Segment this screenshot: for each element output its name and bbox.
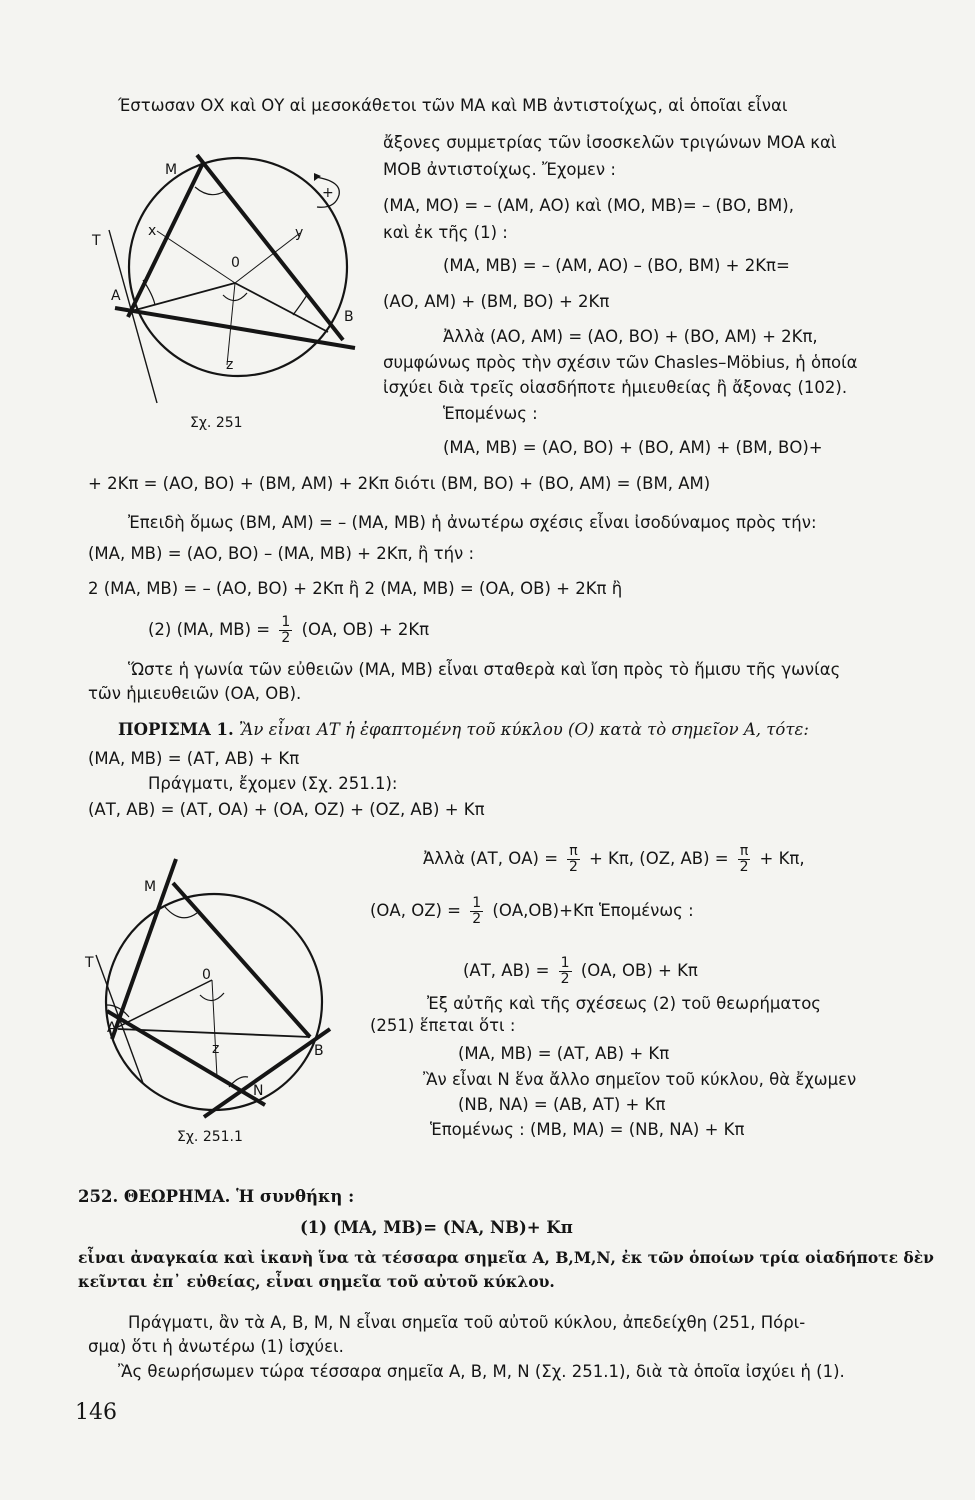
fig1-label-o: 0 [231, 255, 240, 271]
text-line-15: (ΜΑ, ΜΒ) = (ΑΟ, ΒΟ) – (ΜΑ, ΜΒ) + 2Κπ, ἢ τήν : [88, 544, 475, 563]
text-line-29: (ΜΑ, ΜΒ) = (ΑΤ, ΑΒ) + Κπ [458, 1044, 670, 1063]
text-line-32: Ἑπομένως : (ΜΒ, ΜΑ) = (ΝΒ, ΝΑ) + Κπ [430, 1120, 745, 1139]
text-line-7: (ΑΟ, ΑΜ) + (ΒΜ, ΒΟ) + 2Κπ [383, 292, 610, 311]
text-line-24 [423, 844, 805, 875]
corollary-statement: Ἂν εἶναι ΑΤ ἡ ἐφαπτομένη τοῦ κύκλου (Ο) κατὰ τὸ σημεῖον Α, τότε: [239, 720, 809, 739]
text-line-16: 2 (ΜΑ, ΜΒ) = – (ΑΟ, ΒΟ) + 2Κπ ἢ 2 (ΜΑ, ΜΒ) = (ΟΑ, ΟΒ) + 2Κπ ἢ [88, 579, 623, 598]
text-line-31: (ΝΒ, ΝΑ) = (ΑΒ, ΑΤ) + Κπ [458, 1095, 666, 1114]
text-line-24b: + Κπ, (ΟΖ, ΑΒ) = [588, 849, 729, 868]
text-line-4: (ΜΑ, ΜΟ) = – (ΑΜ, ΑΟ) καὶ (ΜΟ, ΜΒ)= – (ΒΟ, ΒΜ), [383, 196, 794, 215]
figure-251-1 [85, 855, 355, 1155]
text-line-38: σμα) ὅτι ἡ ἀνωτέρω (1) ἰσχύει. [88, 1337, 344, 1356]
text-line-26 [463, 956, 698, 987]
text-line-12: (ΜΑ, ΜΒ) = (ΑΟ, ΒΟ) + (ΒΟ, ΑΜ) + (ΒΜ, ΒΟ)+ [443, 438, 823, 457]
text-line-23: (ΑΤ, ΑΒ) = (ΑΤ, ΟΑ) + (ΟΑ, ΟΖ) + (ΟΖ, ΑΒ) + Κπ [88, 800, 485, 819]
text-line-3: ΜΟΒ ἀντιστοίχως. Ἔχομεν : [383, 160, 616, 179]
text-line-9: συμφώνως πρὸς τὴν σχέσιν τῶν Chasles–Möbius, ἡ ὁποία [383, 353, 858, 372]
fig1-label-m: M [165, 162, 178, 178]
theorem-statement-2: κεῖνται ἐπ᾿ εὐθείας, εἶναι σημεῖα τοῦ αὐτοῦ κύκλου. [78, 1272, 555, 1291]
text-line-25b: (ΟΑ,ΟΒ)+Κπ Ἑπομένως : [492, 901, 694, 920]
fig1-label-x: x [148, 223, 157, 239]
text-line-17 [148, 615, 429, 646]
text-line-25 [370, 896, 694, 927]
fig2-label-o: 0 [202, 967, 211, 983]
corollary-heading [118, 720, 809, 740]
text-line-10: ἰσχύει διὰ τρεῖς οἱασδήποτε ἡμιευθείας ἢ ἄξονας (102). [383, 378, 848, 397]
text-line-24c: + Κπ, [759, 849, 805, 868]
theorem-statement-1: εἶναι ἀναγκαία καὶ ἱκανὴ ἵνα τὰ τέσσαρα σημεῖα Α, Β,Μ,Ν, ἐκ τῶν ὁποίων τρία οἱαδήποτε δὲν [78, 1248, 934, 1267]
fig2-label-t: T [85, 955, 94, 971]
fig1-label-a: A [111, 288, 121, 304]
fraction-half-2: $\frac{1}{2}$ [472, 895, 482, 927]
theorem-condition: (1) (ΜΑ, ΜΒ)= (ΝΑ, ΝΒ)+ Κπ [300, 1218, 573, 1237]
text-line-24a: Ἀλλὰ (ΑΤ, ΟΑ) = [423, 849, 559, 868]
text-line-18: Ὥστε ἡ γωνία τῶν εὐθειῶν (ΜΑ, ΜΒ) εἶναι σταθερὰ καὶ ἴση πρὸς τὸ ἥμισυ τῆς γωνίας [128, 660, 841, 679]
fig1-label-y: y [295, 225, 304, 241]
fig1-caption: Σχ. 251 [190, 415, 243, 431]
fraction-half: $\frac{1}{2}$ [281, 614, 291, 646]
text-line-26b: (ΟΑ, ΟΒ) + Κπ [580, 961, 698, 980]
fraction-half-3: $\frac{1}{2}$ [560, 955, 570, 987]
text-line-28: (251) ἕπεται ὅτι : [370, 1016, 516, 1035]
corollary-title: ΠΟΡΙΣΜΑ 1. [118, 720, 234, 739]
text-line-26a: (ΑΤ, ΑΒ) = [463, 961, 550, 980]
text-line-6: (ΜΑ, ΜΒ) = – (ΑΜ, ΑΟ) – (ΒΟ, ΒΜ) + 2Κπ= [443, 256, 790, 275]
text-line-30: Ἂν εἶναι Ν ἕνα ἄλλο σημεῖον τοῦ κύκλου, θὰ ἔχωμεν [423, 1070, 857, 1089]
text-line-37: Πράγματι, ἂν τὰ Α, Β, Μ, Ν εἶναι σημεῖα τοῦ αὐτοῦ κύκλου, ἀπεδείχθη (251, Πόρι- [128, 1313, 806, 1332]
fig2-label-b: B [314, 1043, 324, 1059]
fig2-caption: Σχ. 251.1 [177, 1129, 243, 1145]
page-number: 146 [75, 1400, 117, 1425]
text-line-39: Ἂς θεωρήσωμεν τώρα τέσσαρα σημεῖα Α, Β, Μ, Ν (Σχ. 251.1), διὰ τὰ ὁποῖα ἰσχύει ἡ (1). [118, 1362, 845, 1381]
figure-251 [92, 145, 365, 445]
text-line-5: καὶ ἐκ τῆς (1) : [383, 223, 508, 242]
text-line-2: ἄξονες συμμετρίας τῶν ἰσοσκελῶν τριγώνων ΜΟΑ καὶ [383, 133, 837, 152]
text-line-11: Ἑπομένως : [443, 404, 538, 423]
fig1-label-z: z [226, 357, 234, 373]
fig1-label-b: B [344, 309, 354, 325]
text-line-21: (ΜΑ, ΜΒ) = (ΑΤ, ΑΒ) + Κπ [88, 749, 300, 768]
text-line-8: Ἀλλὰ (ΑΟ, ΑΜ) = (ΑΟ, ΒΟ) + (ΒΟ, ΑΜ) + 2Κπ, [443, 327, 818, 346]
fraction-pi-half-1: $\frac{\pi}{2}$ [569, 843, 578, 875]
text-line-14: Ἐπειδὴ ὅμως (ΒΜ, ΑΜ) = – (ΜΑ, ΜΒ) ἡ ἀνωτέρω σχέσις εἶναι ἰσοδύναμος πρὸς τήν: [128, 513, 817, 532]
text-line-25a: (ΟΑ, ΟΖ) = [370, 901, 461, 920]
text-line-17-right: (ΟΑ, ΟΒ) + 2Κπ [301, 620, 430, 639]
text-line-27: Ἐξ αὐτῆς καὶ τῆς σχέσεως (2) τοῦ θεωρήματος [427, 994, 821, 1013]
text-line-13: + 2Κπ = (ΑΟ, ΒΟ) + (ΒΜ, ΑΜ) + 2Κπ διότι (ΒΜ, ΒΟ) + (ΒΟ, ΑΜ) = (ΒΜ, ΑΜ) [88, 474, 711, 493]
fig2-label-m: M [144, 879, 157, 895]
fig1-label-t: T [92, 233, 101, 249]
text-line-22: Πράγματι, ἔχομεν (Σχ. 251.1): [148, 774, 398, 793]
fraction-pi-half-2: $\frac{\pi}{2}$ [739, 843, 749, 875]
text-line-17-left: (2) (ΜΑ, ΜΒ) = [148, 620, 271, 639]
fig1-plus-label: + [322, 185, 334, 201]
text-line-1: Έστωσαν ΟΧ καὶ ΟΥ αἱ μεσοκάθετοι τῶν ΜΑ καὶ ΜΒ ἀντιστοίχως, αἱ ὁποῖαι εἶναι [118, 96, 788, 115]
fig2-label-a: A [107, 1020, 117, 1036]
theorem-heading: 252. ΘΕΩΡΗΜΑ. Ἡ συνθήκη : [78, 1187, 355, 1206]
fig2-label-z: z [212, 1041, 220, 1057]
text-line-19: τῶν ἡμιευθειῶν (ΟΑ, ΟΒ). [88, 684, 302, 703]
fig2-label-n: N [253, 1083, 264, 1099]
